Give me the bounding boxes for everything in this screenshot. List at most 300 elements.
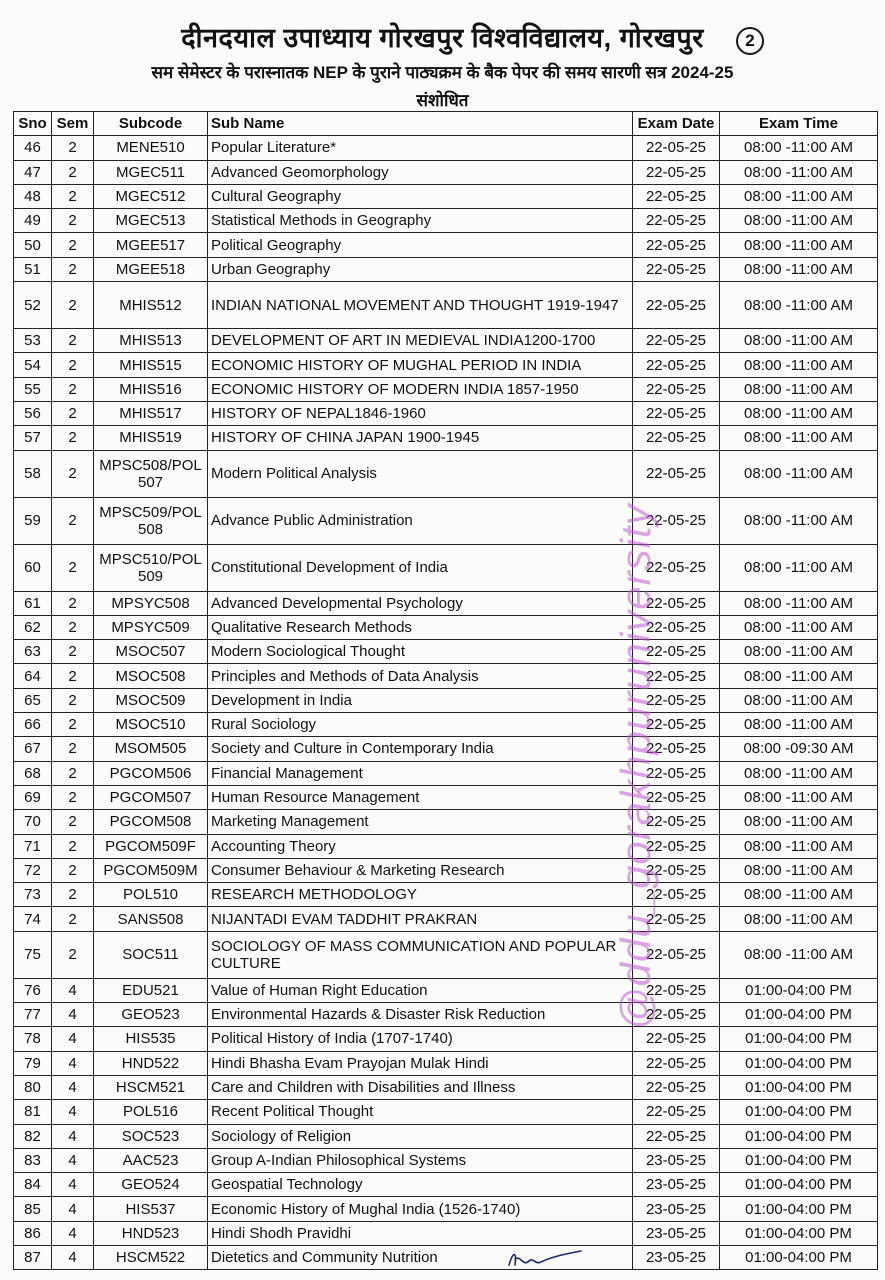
col-header-subcode: Subcode: [94, 112, 208, 136]
cell-exam-date: 22-05-25: [633, 1124, 720, 1148]
cell-sno: 63: [14, 640, 52, 664]
cell-exam-date: 23-05-25: [633, 1221, 720, 1245]
cell-subname: Dietetics and Community Nutrition: [208, 1245, 633, 1269]
cell-sno: 76: [14, 978, 52, 1002]
cell-sem: 2: [52, 907, 94, 931]
table-row: [14, 640, 878, 664]
cell-subcode: MGEC512: [94, 184, 208, 208]
col-header-subname: Sub Name: [208, 112, 633, 136]
table-row: [14, 1245, 878, 1269]
exam-timetable: [13, 111, 878, 1270]
cell-sno: 52: [14, 282, 52, 329]
cell-subcode: MENE510: [94, 136, 208, 160]
cell-exam-date: 23-05-25: [633, 1173, 720, 1197]
cell-subcode: HND523: [94, 1221, 208, 1245]
cell-sem: 4: [52, 978, 94, 1002]
cell-subcode: MPSYC508: [94, 591, 208, 615]
university-title: दीनदयाल उपाध्याय गोरखपुर विश्वविद्यालय, गोरखपुर: [181, 23, 704, 53]
cell-subname: SOCIOLOGY OF MASS COMMUNICATION AND POPULAR CULTURE: [208, 931, 633, 978]
cell-subname: Geospatial Technology: [208, 1173, 633, 1197]
cell-subcode: AAC523: [94, 1148, 208, 1172]
cell-sno: 85: [14, 1197, 52, 1221]
cell-sno: 53: [14, 329, 52, 353]
cell-subname: Consumer Behaviour & Marketing Research: [208, 858, 633, 882]
cell-exam-date: 22-05-25: [633, 497, 720, 544]
cell-sem: 4: [52, 1148, 94, 1172]
cell-exam-time: 08:00 -11:00 AM: [720, 497, 878, 544]
cell-exam-date: 22-05-25: [633, 883, 720, 907]
cell-exam-time: 08:00 -11:00 AM: [720, 209, 878, 233]
cell-sem: 2: [52, 233, 94, 257]
cell-subname: HISTORY OF NEPAL1846-1960: [208, 401, 633, 425]
cell-exam-date: 22-05-25: [633, 737, 720, 761]
cell-exam-time: 01:00-04:00 PM: [720, 1245, 878, 1269]
document-header: [0, 0, 885, 112]
cell-exam-time: 01:00-04:00 PM: [720, 1124, 878, 1148]
cell-subcode: MSOM505: [94, 737, 208, 761]
cell-exam-date: 22-05-25: [633, 353, 720, 377]
cell-sem: 2: [52, 282, 94, 329]
cell-subname: Recent Political Thought: [208, 1100, 633, 1124]
cell-sno: 68: [14, 761, 52, 785]
cell-subname: Qualitative Research Methods: [208, 615, 633, 639]
cell-subcode: MHIS519: [94, 426, 208, 450]
cell-exam-time: 08:00 -11:00 AM: [720, 615, 878, 639]
cell-sem: 4: [52, 1075, 94, 1099]
cell-exam-time: 08:00 -11:00 AM: [720, 688, 878, 712]
cell-subname: Modern Political Analysis: [208, 450, 633, 497]
cell-exam-time: 01:00-04:00 PM: [720, 1221, 878, 1245]
cell-subcode: SOC511: [94, 931, 208, 978]
cell-exam-date: 22-05-25: [633, 978, 720, 1002]
cell-sno: 75: [14, 931, 52, 978]
cell-subname: Popular Literature*: [208, 136, 633, 160]
cell-exam-date: 22-05-25: [633, 591, 720, 615]
table-row: [14, 544, 878, 591]
cell-subname: Society and Culture in Contemporary India: [208, 737, 633, 761]
cell-sno: 65: [14, 688, 52, 712]
cell-subcode: MHIS513: [94, 329, 208, 353]
cell-subname: Urban Geography: [208, 257, 633, 281]
cell-sem: 4: [52, 1100, 94, 1124]
cell-subcode: MPSYC509: [94, 615, 208, 639]
cell-sno: 50: [14, 233, 52, 257]
cell-exam-date: 22-05-25: [633, 1100, 720, 1124]
cell-sno: 69: [14, 785, 52, 809]
cell-sem: 2: [52, 497, 94, 544]
cell-subname: Cultural Geography: [208, 184, 633, 208]
cell-sno: 46: [14, 136, 52, 160]
cell-subname: Accounting Theory: [208, 834, 633, 858]
cell-sno: 79: [14, 1051, 52, 1075]
cell-exam-date: 22-05-25: [633, 1027, 720, 1051]
cell-exam-date: 22-05-25: [633, 858, 720, 882]
cell-subcode: MGEC513: [94, 209, 208, 233]
cell-exam-date: 22-05-25: [633, 640, 720, 664]
cell-sem: 4: [52, 1051, 94, 1075]
cell-exam-time: 08:00 -11:00 AM: [720, 810, 878, 834]
cell-exam-date: 22-05-25: [633, 329, 720, 353]
table-row: [14, 1173, 878, 1197]
cell-exam-date: 22-05-25: [633, 834, 720, 858]
cell-exam-date: 22-05-25: [633, 785, 720, 809]
table-row: [14, 1051, 878, 1075]
table-row: [14, 615, 878, 639]
cell-subcode: SANS508: [94, 907, 208, 931]
cell-sem: 2: [52, 737, 94, 761]
table-row: [14, 1003, 878, 1027]
cell-sem: 2: [52, 353, 94, 377]
cell-sno: 87: [14, 1245, 52, 1269]
cell-sno: 57: [14, 426, 52, 450]
table-body: [14, 136, 878, 1270]
cell-subcode: GEO524: [94, 1173, 208, 1197]
cell-subcode: MSOC508: [94, 664, 208, 688]
cell-sem: 2: [52, 688, 94, 712]
cell-exam-time: 08:00 -11:00 AM: [720, 907, 878, 931]
cell-subname: Care and Children with Disabilities and Illness: [208, 1075, 633, 1099]
cell-exam-date: 22-05-25: [633, 1075, 720, 1099]
cell-sem: 2: [52, 591, 94, 615]
cell-subcode: MHIS512: [94, 282, 208, 329]
cell-subname: Constitutional Development of India: [208, 544, 633, 591]
table-row: [14, 978, 878, 1002]
cell-sno: 49: [14, 209, 52, 233]
table-row: [14, 497, 878, 544]
table-row: [14, 688, 878, 712]
table-row: [14, 737, 878, 761]
cell-sno: 61: [14, 591, 52, 615]
cell-subname: Advanced Geomorphology: [208, 160, 633, 184]
cell-exam-time: 08:00 -11:00 AM: [720, 785, 878, 809]
cell-exam-date: 22-05-25: [633, 615, 720, 639]
cell-exam-date: 22-05-25: [633, 426, 720, 450]
instagram-watermark: @ddu_gorakhpuruniversity: [612, 503, 659, 1030]
cell-exam-time: 08:00 -11:00 AM: [720, 664, 878, 688]
cell-exam-time: 08:00 -11:00 AM: [720, 640, 878, 664]
table-row: [14, 353, 878, 377]
cell-sno: 80: [14, 1075, 52, 1099]
cell-exam-time: 08:00 -11:00 AM: [720, 184, 878, 208]
table-row: [14, 136, 878, 160]
cell-exam-date: 22-05-25: [633, 907, 720, 931]
cell-sem: 2: [52, 640, 94, 664]
cell-sem: 4: [52, 1124, 94, 1148]
cell-subname: Advanced Developmental Psychology: [208, 591, 633, 615]
cell-exam-time: 08:00 -11:00 AM: [720, 426, 878, 450]
cell-subname: Hindi Bhasha Evam Prayojan Mulak Hindi: [208, 1051, 633, 1075]
table-row: [14, 761, 878, 785]
cell-subname: HISTORY OF CHINA JAPAN 1900-1945: [208, 426, 633, 450]
cell-subname: NIJANTADI EVAM TADDHIT PRAKRAN: [208, 907, 633, 931]
cell-exam-time: 08:00 -11:00 AM: [720, 834, 878, 858]
cell-subcode: MPSC510/POL 509: [94, 544, 208, 591]
col-header-sno: Sno: [14, 112, 52, 136]
table-row: [14, 591, 878, 615]
cell-subcode: HSCM521: [94, 1075, 208, 1099]
cell-exam-time: 08:00 -11:00 AM: [720, 591, 878, 615]
cell-exam-time: 08:00 -11:00 AM: [720, 282, 878, 329]
table-row: [14, 257, 878, 281]
cell-subcode: MSOC509: [94, 688, 208, 712]
cell-exam-time: 08:00 -11:00 AM: [720, 353, 878, 377]
cell-exam-time: 08:00 -11:00 AM: [720, 713, 878, 737]
cell-sno: 66: [14, 713, 52, 737]
table-row: [14, 810, 878, 834]
cell-exam-date: 22-05-25: [633, 1051, 720, 1075]
cell-exam-time: 01:00-04:00 PM: [720, 1197, 878, 1221]
cell-subname: Marketing Management: [208, 810, 633, 834]
cell-subcode: HIS537: [94, 1197, 208, 1221]
cell-sem: 2: [52, 858, 94, 882]
cell-subname: RESEARCH METHODOLOGY: [208, 883, 633, 907]
cell-subcode: MHIS515: [94, 353, 208, 377]
cell-sno: 47: [14, 160, 52, 184]
cell-sem: 4: [52, 1245, 94, 1269]
cell-exam-time: 01:00-04:00 PM: [720, 1003, 878, 1027]
cell-subname: Political History of India (1707-1740): [208, 1027, 633, 1051]
cell-sem: 2: [52, 785, 94, 809]
cell-exam-time: 01:00-04:00 PM: [720, 1173, 878, 1197]
table-row: [14, 160, 878, 184]
cell-subname: Principles and Methods of Data Analysis: [208, 664, 633, 688]
cell-exam-date: 22-05-25: [633, 160, 720, 184]
cell-exam-time: 08:00 -11:00 AM: [720, 257, 878, 281]
cell-sem: 2: [52, 713, 94, 737]
cell-subname: ECONOMIC HISTORY OF MUGHAL PERIOD IN INDIA: [208, 353, 633, 377]
cell-subcode: PGCOM506: [94, 761, 208, 785]
cell-subcode: MPSC509/POL 508: [94, 497, 208, 544]
cell-subname: Development in India: [208, 688, 633, 712]
cell-subcode: PGCOM509M: [94, 858, 208, 882]
cell-sno: 83: [14, 1148, 52, 1172]
cell-subcode: MGEE518: [94, 257, 208, 281]
cell-subname: Rural Sociology: [208, 713, 633, 737]
cell-exam-time: 08:00 -11:00 AM: [720, 450, 878, 497]
cell-exam-date: 22-05-25: [633, 233, 720, 257]
cell-sem: 2: [52, 160, 94, 184]
cell-sno: 64: [14, 664, 52, 688]
cell-subname: Modern Sociological Thought: [208, 640, 633, 664]
cell-subname: Hindi Shodh Pravidhi: [208, 1221, 633, 1245]
table-row: [14, 282, 878, 329]
cell-subcode: MSOC507: [94, 640, 208, 664]
cell-subname: Advance Public Administration: [208, 497, 633, 544]
revised-label: संशोधित: [416, 91, 469, 110]
table-row: [14, 931, 878, 978]
cell-sem: 2: [52, 136, 94, 160]
cell-exam-time: 08:00 -11:00 AM: [720, 883, 878, 907]
cell-sem: 2: [52, 377, 94, 401]
table-row: [14, 907, 878, 931]
table-row: [14, 1124, 878, 1148]
table-row: [14, 1027, 878, 1051]
cell-sno: 54: [14, 353, 52, 377]
table-row: [14, 834, 878, 858]
cell-sno: 55: [14, 377, 52, 401]
signature-mark: [505, 1245, 585, 1273]
cell-subname: Sociology of Religion: [208, 1124, 633, 1148]
table-row: [14, 858, 878, 882]
cell-subcode: SOC523: [94, 1124, 208, 1148]
cell-sno: 59: [14, 497, 52, 544]
cell-sno: 62: [14, 615, 52, 639]
cell-subname: ECONOMIC HISTORY OF MODERN INDIA 1857-1950: [208, 377, 633, 401]
col-header-exam-date: Exam Date: [633, 112, 720, 136]
cell-sem: 4: [52, 1197, 94, 1221]
cell-sem: 4: [52, 1003, 94, 1027]
table-row: [14, 184, 878, 208]
cell-exam-time: 08:00 -11:00 AM: [720, 329, 878, 353]
cell-exam-time: 08:00 -11:00 AM: [720, 761, 878, 785]
cell-sno: 48: [14, 184, 52, 208]
table-row: [14, 1100, 878, 1124]
cell-sem: 2: [52, 834, 94, 858]
cell-exam-date: 22-05-25: [633, 401, 720, 425]
cell-subname: INDIAN NATIONAL MOVEMENT AND THOUGHT 1919-1947: [208, 282, 633, 329]
cell-subcode: PGCOM507: [94, 785, 208, 809]
table-row: [14, 785, 878, 809]
table-row: [14, 233, 878, 257]
cell-exam-date: 22-05-25: [633, 810, 720, 834]
cell-subcode: MGEE517: [94, 233, 208, 257]
cell-sem: 2: [52, 184, 94, 208]
cell-subcode: MSOC510: [94, 713, 208, 737]
cell-sem: 2: [52, 401, 94, 425]
cell-subcode: PGCOM508: [94, 810, 208, 834]
cell-subname: Financial Management: [208, 761, 633, 785]
cell-subcode: MHIS516: [94, 377, 208, 401]
cell-sno: 82: [14, 1124, 52, 1148]
cell-sem: 2: [52, 931, 94, 978]
cell-sem: 2: [52, 209, 94, 233]
table-header-row: [14, 112, 878, 136]
cell-exam-time: 01:00-04:00 PM: [720, 1075, 878, 1099]
cell-exam-time: 01:00-04:00 PM: [720, 1100, 878, 1124]
cell-sno: 56: [14, 401, 52, 425]
table-row: [14, 883, 878, 907]
cell-subname: Political Geography: [208, 233, 633, 257]
cell-sem: 2: [52, 426, 94, 450]
table-row: [14, 1148, 878, 1172]
cell-exam-date: 22-05-25: [633, 136, 720, 160]
cell-exam-date: 22-05-25: [633, 450, 720, 497]
cell-sno: 71: [14, 834, 52, 858]
cell-subname: Economic History of Mughal India (1526-1740): [208, 1197, 633, 1221]
cell-exam-date: 22-05-25: [633, 931, 720, 978]
table-row: [14, 1221, 878, 1245]
cell-subcode: MHIS517: [94, 401, 208, 425]
cell-exam-time: 08:00 -11:00 AM: [720, 931, 878, 978]
cell-sem: 2: [52, 810, 94, 834]
cell-subcode: MGEC511: [94, 160, 208, 184]
cell-sno: 51: [14, 257, 52, 281]
table-row: [14, 450, 878, 497]
table-row: [14, 426, 878, 450]
cell-exam-date: 22-05-25: [633, 184, 720, 208]
cell-sno: 58: [14, 450, 52, 497]
cell-exam-date: 22-05-25: [633, 761, 720, 785]
cell-sno: 72: [14, 858, 52, 882]
cell-exam-time: 08:00 -11:00 AM: [720, 544, 878, 591]
cell-sno: 70: [14, 810, 52, 834]
table-row: [14, 1075, 878, 1099]
cell-sem: 2: [52, 257, 94, 281]
cell-sem: 2: [52, 883, 94, 907]
cell-subname: DEVELOPMENT OF ART IN MEDIEVAL INDIA1200-1700: [208, 329, 633, 353]
cell-exam-time: 08:00 -11:00 AM: [720, 377, 878, 401]
cell-exam-date: 22-05-25: [633, 282, 720, 329]
cell-sno: 81: [14, 1100, 52, 1124]
cell-exam-date: 22-05-25: [633, 664, 720, 688]
cell-exam-time: 08:00 -11:00 AM: [720, 401, 878, 425]
cell-exam-time: 08:00 -09:30 AM: [720, 737, 878, 761]
cell-subcode: HIS535: [94, 1027, 208, 1051]
table-row: [14, 329, 878, 353]
cell-sno: 77: [14, 1003, 52, 1027]
cell-exam-date: 22-05-25: [633, 1003, 720, 1027]
cell-subcode: POL516: [94, 1100, 208, 1124]
cell-exam-time: 08:00 -11:00 AM: [720, 160, 878, 184]
cell-sno: 74: [14, 907, 52, 931]
cell-exam-date: 22-05-25: [633, 688, 720, 712]
cell-exam-time: 01:00-04:00 PM: [720, 1148, 878, 1172]
cell-exam-time: 08:00 -11:00 AM: [720, 858, 878, 882]
cell-sno: 60: [14, 544, 52, 591]
cell-sem: 2: [52, 544, 94, 591]
cell-exam-time: 01:00-04:00 PM: [720, 1051, 878, 1075]
timetable-subtitle: सम सेमेस्टर के परास्नातक NEP के पुराने पाठ्यक्रम के बैक पेपर की समय सारणी सत्र 2024-25: [151, 63, 734, 82]
table-row: [14, 1197, 878, 1221]
cell-exam-date: 22-05-25: [633, 257, 720, 281]
cell-sem: 2: [52, 329, 94, 353]
cell-sem: 2: [52, 761, 94, 785]
cell-exam-date: 22-05-25: [633, 544, 720, 591]
cell-exam-time: 01:00-04:00 PM: [720, 1027, 878, 1051]
cell-exam-time: 08:00 -11:00 AM: [720, 136, 878, 160]
cell-subname: Group A-Indian Philosophical Systems: [208, 1148, 633, 1172]
cell-sno: 67: [14, 737, 52, 761]
cell-subname: Human Resource Management: [208, 785, 633, 809]
cell-exam-date: 22-05-25: [633, 209, 720, 233]
cell-exam-date: 23-05-25: [633, 1148, 720, 1172]
cell-sno: 84: [14, 1173, 52, 1197]
cell-subcode: POL510: [94, 883, 208, 907]
col-header-exam-time: Exam Time: [720, 112, 878, 136]
cell-sem: 2: [52, 450, 94, 497]
table-row: [14, 209, 878, 233]
table-row: [14, 664, 878, 688]
cell-sno: 86: [14, 1221, 52, 1245]
cell-exam-date: 23-05-25: [633, 1197, 720, 1221]
cell-sem: 4: [52, 1173, 94, 1197]
cell-subname: Statistical Methods in Geography: [208, 209, 633, 233]
cell-sem: 4: [52, 1221, 94, 1245]
cell-subname: Value of Human Right Education: [208, 978, 633, 1002]
cell-subcode: GEO523: [94, 1003, 208, 1027]
cell-exam-date: 22-05-25: [633, 377, 720, 401]
page-number-badge: 2: [736, 27, 764, 55]
cell-exam-time: 01:00-04:00 PM: [720, 978, 878, 1002]
cell-sem: 2: [52, 664, 94, 688]
cell-subcode: EDU521: [94, 978, 208, 1002]
cell-sem: 4: [52, 1027, 94, 1051]
cell-sno: 78: [14, 1027, 52, 1051]
cell-subcode: HND522: [94, 1051, 208, 1075]
cell-exam-date: 22-05-25: [633, 713, 720, 737]
cell-exam-date: 23-05-25: [633, 1245, 720, 1269]
table-row: [14, 713, 878, 737]
